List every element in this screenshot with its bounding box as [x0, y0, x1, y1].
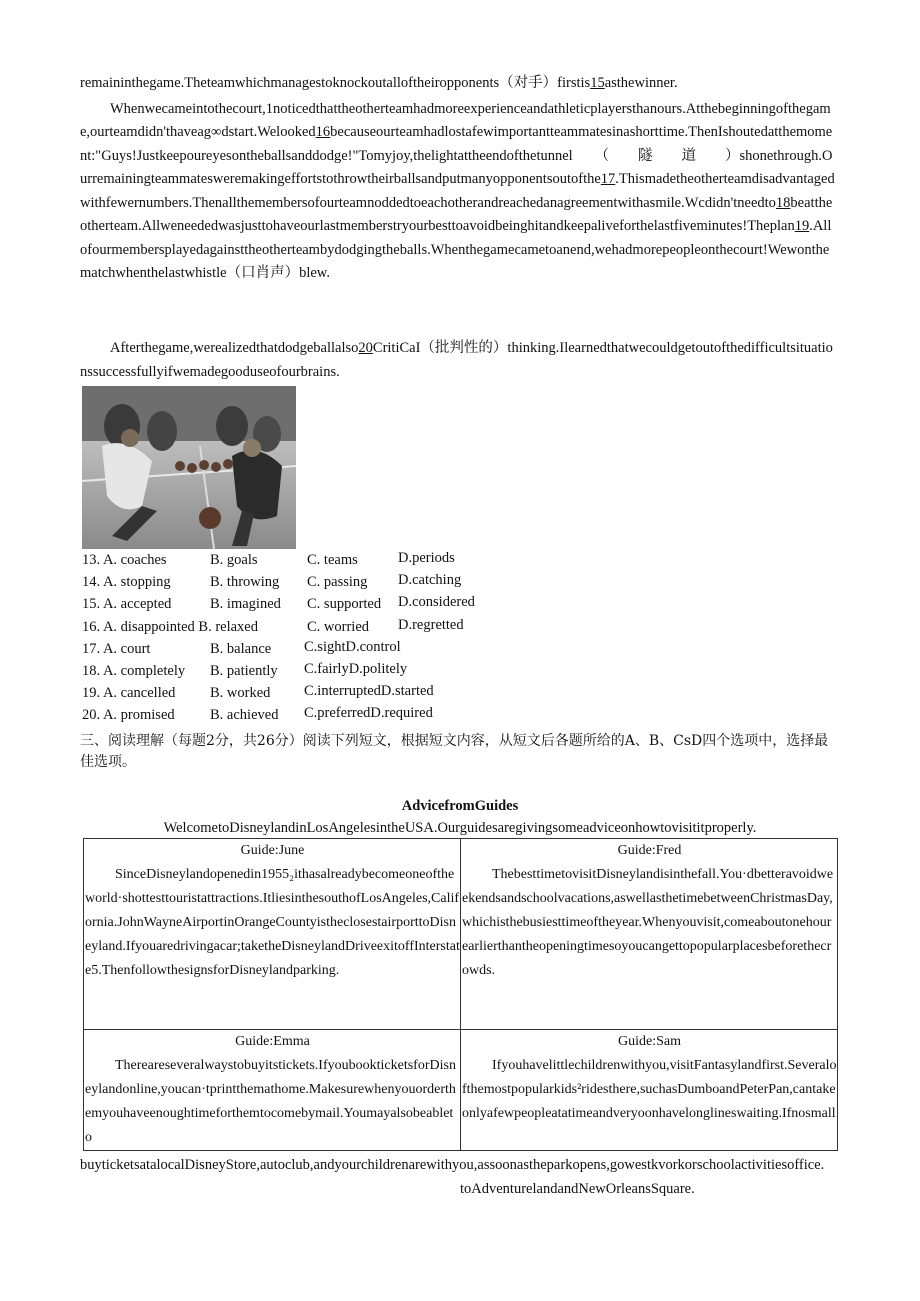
guide-cell-sam: [461, 1030, 838, 1151]
reading-tail-left: buyticketsatalocalDisneyStore,autoclub,andyourchildrenarewithyou,assoonastheparkopens,gowestkvorkorschoolactivitiesoffice.: [80, 1157, 825, 1173]
blank-15: 15: [590, 75, 605, 91]
guide-cell-fred: [461, 839, 838, 1030]
dodgeball-photo: [82, 386, 296, 549]
guides-table: [83, 838, 838, 1151]
guide-name: Guide:Emma: [235, 1034, 310, 1049]
passage-line-0: remaininthegame.Theteamwhichmanagestoknockoutalloftheiropponents（对手）firstis15asthewinner.: [80, 75, 678, 91]
blank-18: 18: [775, 194, 791, 211]
guide-text: Ifyouhavelittlechildrenwithyou,visitFantasylandfirst.Severalofthemostpopularkids²ridesthere,suchasDumboandPeterPan,cantakeonlyafewpeopleatatimeandveryoonhavelonglineswaiting.Ifnosmall: [462, 1058, 837, 1121]
section-heading: 三、阅读理解（每题2分，共26分）阅读下列短文，根据短文内容，从短文后各题所给的A、B、CsD四个选项中，选择最佳选项。: [80, 733, 829, 770]
reading-tail-right: toAdventurelandandNewOrleansSquare.: [460, 1181, 695, 1197]
guide-text: SinceDisneylandopenedin1955₂ithasalreadybecomeoneoftheworld·shottesttouristattractions.ItliesinthesouthofLosAngeles,California.JohnWayneAirportinOrangeCountyistheclosestairporttoDisneyland.Ifyouaredrivingacar;taketheDisneylandDriveexitoffInterstate5.ThenfollowthesignsforDisneylandparking.: [85, 867, 460, 978]
blank-16: 16: [315, 124, 331, 140]
guide-text: ThebesttimetovisitDisneylandisinthefall.You·dbetteravoidweekendsandschoolvacations,aswellasthetimebetweenChristmasDay,whichisthebusiesttimeoftheyear.Whenyouvisit,comeaboutonehourearlierthantheopeningtimesoyoucangettopopularplacesbeforethecrowds.: [462, 867, 834, 978]
reading-tail: [80, 1153, 837, 1177]
blank-17: 17: [600, 171, 616, 187]
blank-20: 20: [358, 340, 373, 356]
blank-19: 19: [794, 218, 810, 234]
guide-text: Thereareseveralwaystobuyitstickets.IfyoubookticketsforDisneylandonline,youcan·tprintthemathome.Makesurewhenyouorderthemyouhaveenoughtimeforthemtocomebymail.Youmayalsobeableto: [85, 1058, 456, 1145]
guide-name: Guide:Fred: [617, 843, 682, 858]
reading-intro: WelcometoDisneylandinLosAngelesintheUSA.Ourguidesaregivingsomeadviceonhowtovisititproperly.: [163, 820, 757, 836]
reading-title: AdvicefromGuides: [401, 798, 519, 814]
guide-cell-emma: [84, 1030, 461, 1151]
dodgeball-photo-illustration: [82, 386, 296, 549]
passage-paragraph-2: Whenwecameintothecourt,1noticedthattheotherteamhadmoreexperienceandathleticplayersthanours.Atthebeginningofthegame,ourteamdidn'thaveag∞dstart.Welooked16becauseourteamhadlostafewimportantteammatesinashorttime.ThenIshoutedatthemoment:"Guys!Justkeepoureyesontheballsanddodge!"Tomyjoy,thelightattheendofthetunnel （ 隧 道 ）shonethrough.Ourremainingteammatesweremakingeffortstothrowtheirballsandputmanyopponentsoutofthe17.Thismadetheotherteamdisadvantagedwithfewernumbers.Thenallthemembersofourteamnoddedtoeachotherandreachedanagreementwithasmile.Wcdidn'tneedto18beattheotherteam.Allweneededwasjusttohaveourlastmemberstryourbesttoavoidbeinghitandkeepaliveforthelastfiveminutes!Theplan19.Allofourmembersplayedagainsttheotherteambydodgingtheballs.Whenthegamecametoanend,wehadmorepeopleonthecourt!Wewonthematchwhenthelastwhistle（口肖声）blew.: [80, 100, 835, 281]
guide-name: Guide:Sam: [618, 1034, 681, 1049]
guide-name: Guide:June: [240, 843, 305, 858]
passage-text: [80, 72, 837, 286]
passage-paragraph-3: Afterthegame,werealizedthatdodgeballalso20CritiCaI（批判性的）thinking.Ilearnedthatwecouldgetoutofthedifficultsituationssuccessfullyifwemadegooduseofourbrains.: [80, 340, 833, 380]
guide-cell-june: [84, 839, 461, 1030]
